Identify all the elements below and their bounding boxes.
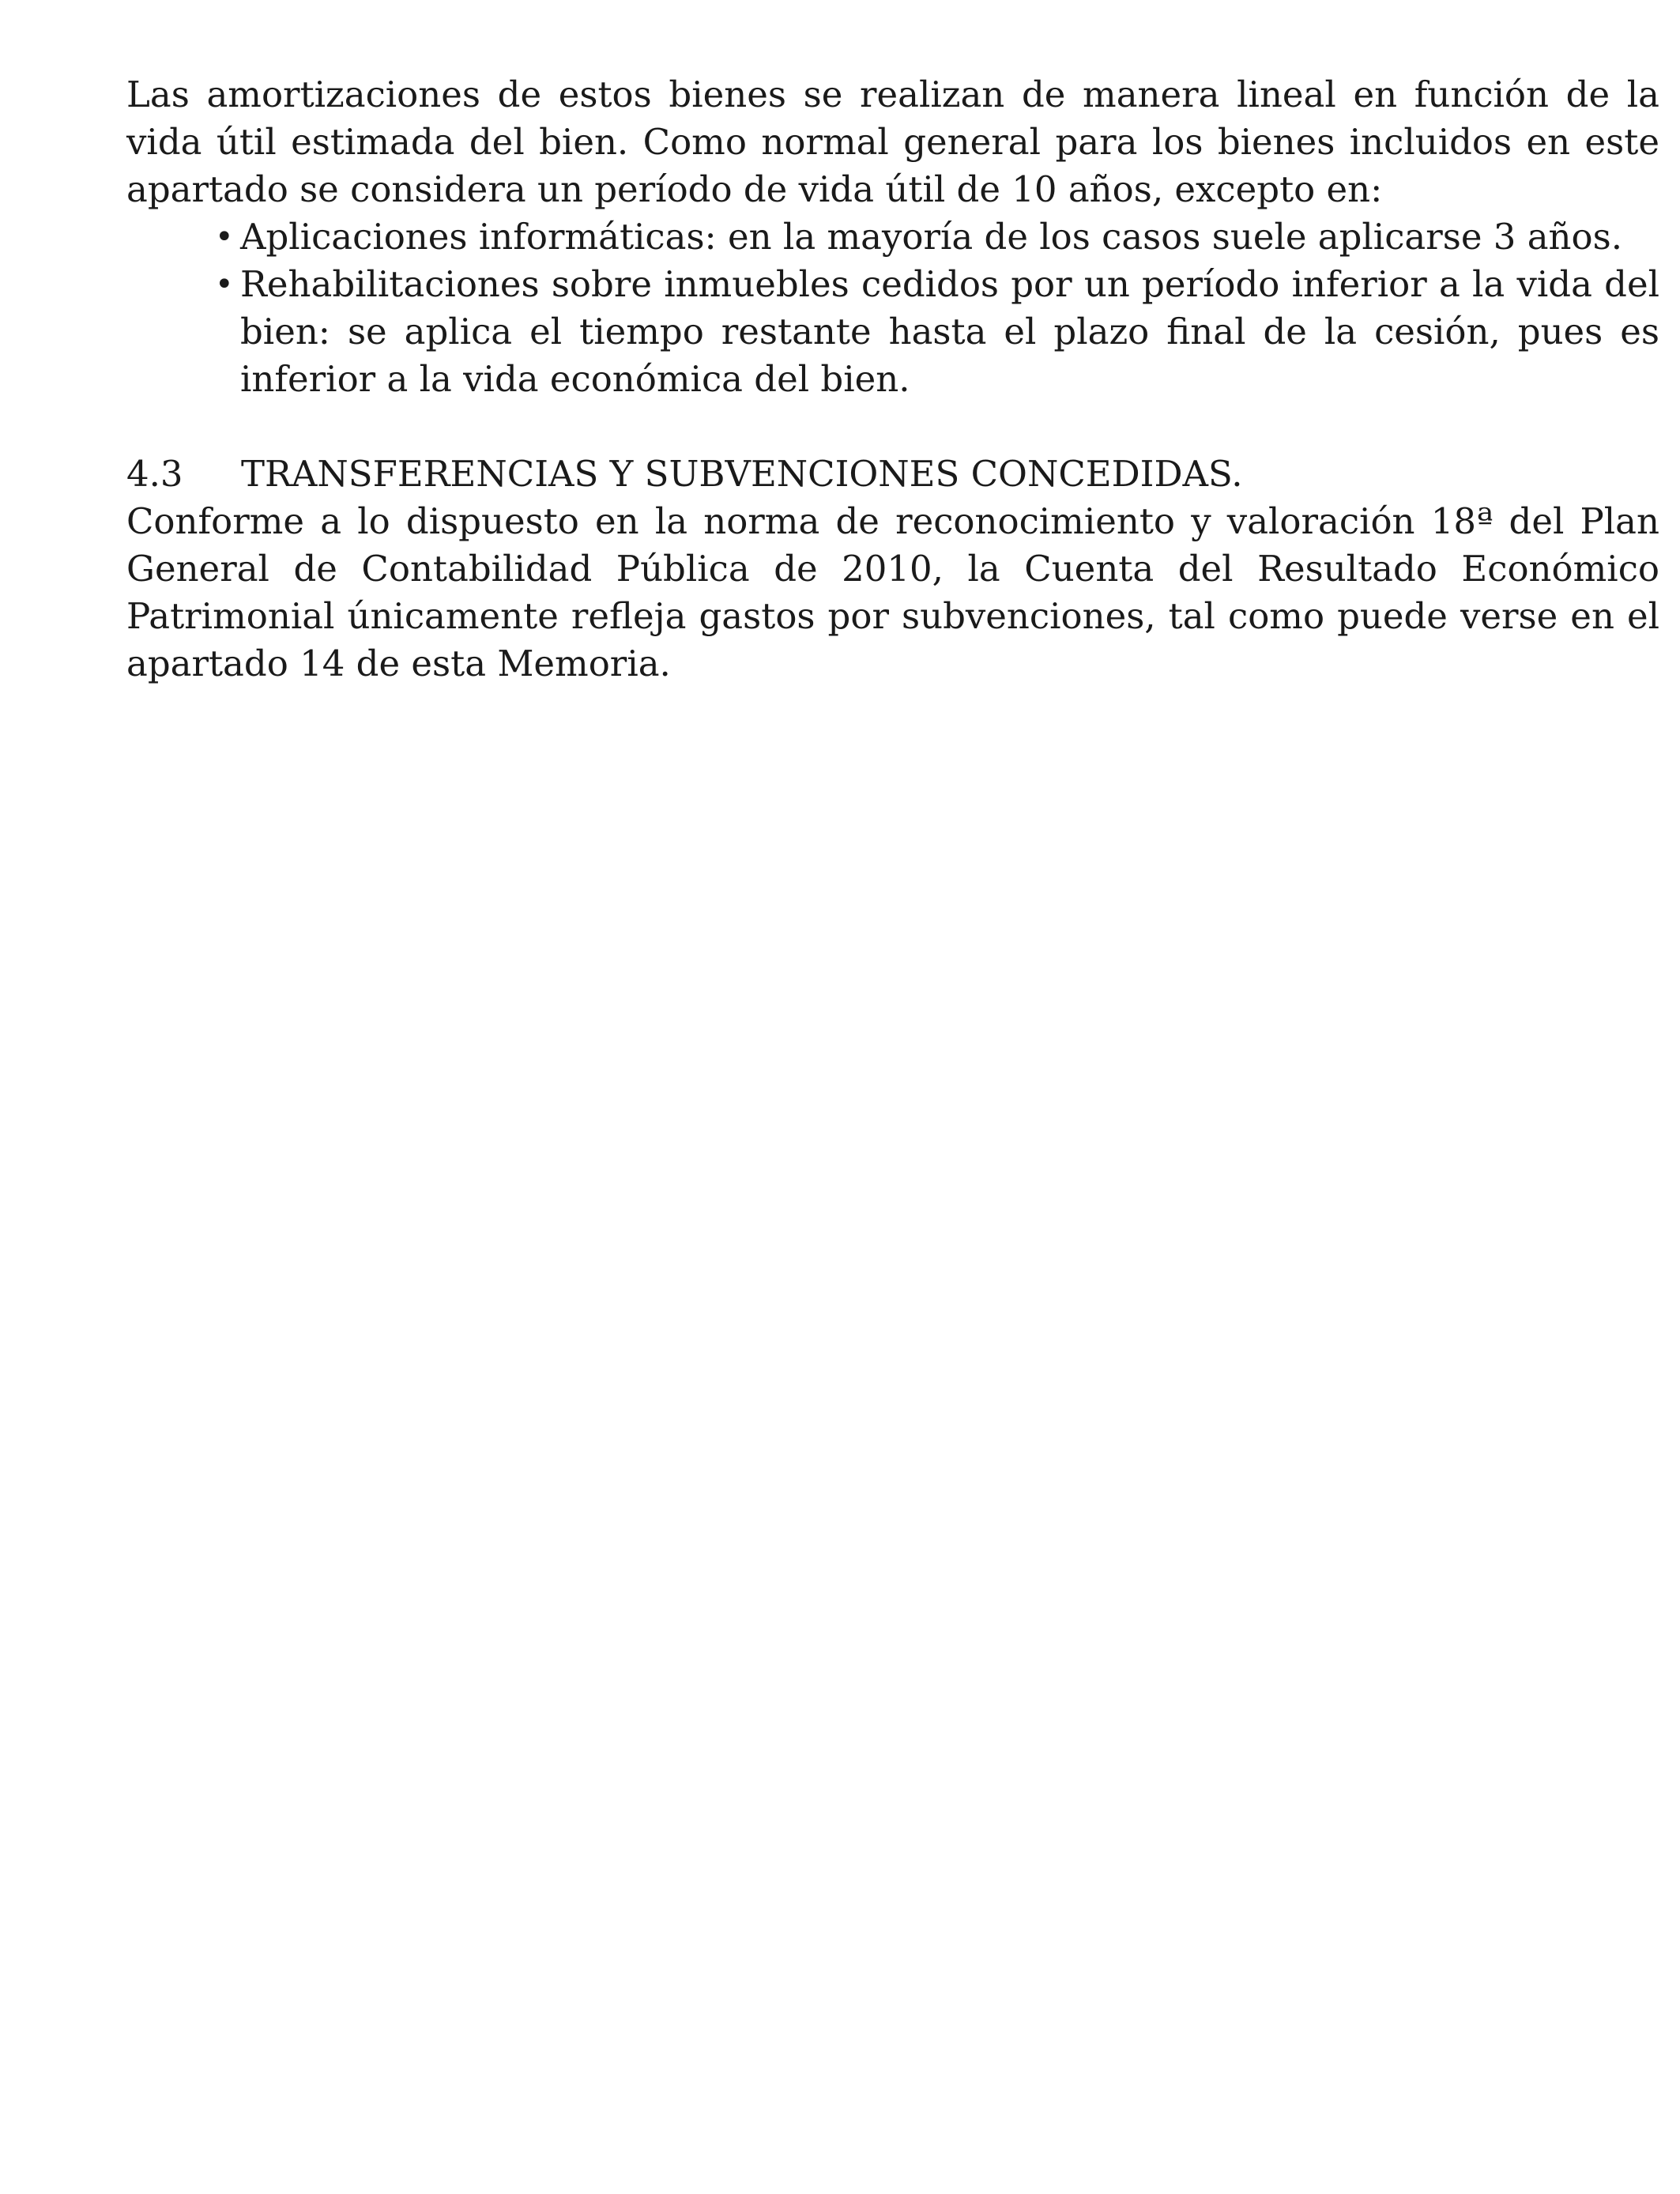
section-paragraph: Conforme a lo dispuesto en la norma de reconocimiento y valoración 18ª del Plan General de Contabilidad Pública de 2010, la Cuenta del Resultado Económico Patrimonial únicamente refleja gastos por subvenciones, tal como puede verse en el apartado 14 de esta Memoria. <box>126 500 1659 684</box>
intro-paragraph: Las amortizaciones de estos bienes se realizan de manera lineal en función de la vida útil estimada del bien. Como normal general para los bienes incluidos en este apartado se considera un período de vida útil de 10 años, excepto en: <box>126 74 1659 210</box>
bullet-icon: • <box>215 219 234 255</box>
bullet-text: Aplicaciones informáticas: en la mayoría de los casos suele aplicarse 3 años. <box>240 216 1623 258</box>
bullet-list <box>126 213 1659 403</box>
list-item <box>215 261 1659 403</box>
section-title: TRANSFERENCIAS Y SUBVENCIONES CONCEDIDAS. <box>241 453 1243 495</box>
bullet-text: Rehabilitaciones sobre inmuebles cedidos por un período inferior a la vida del bien: se aplica el tiempo restante hasta el plazo final de la cesión, pues es inferior a la vida económica del bien. <box>240 263 1659 400</box>
section-number: 4.3 <box>126 453 183 495</box>
list-item <box>215 213 1659 261</box>
bullet-icon: • <box>215 266 234 303</box>
document-page <box>126 71 1659 688</box>
section-heading <box>126 450 1659 498</box>
